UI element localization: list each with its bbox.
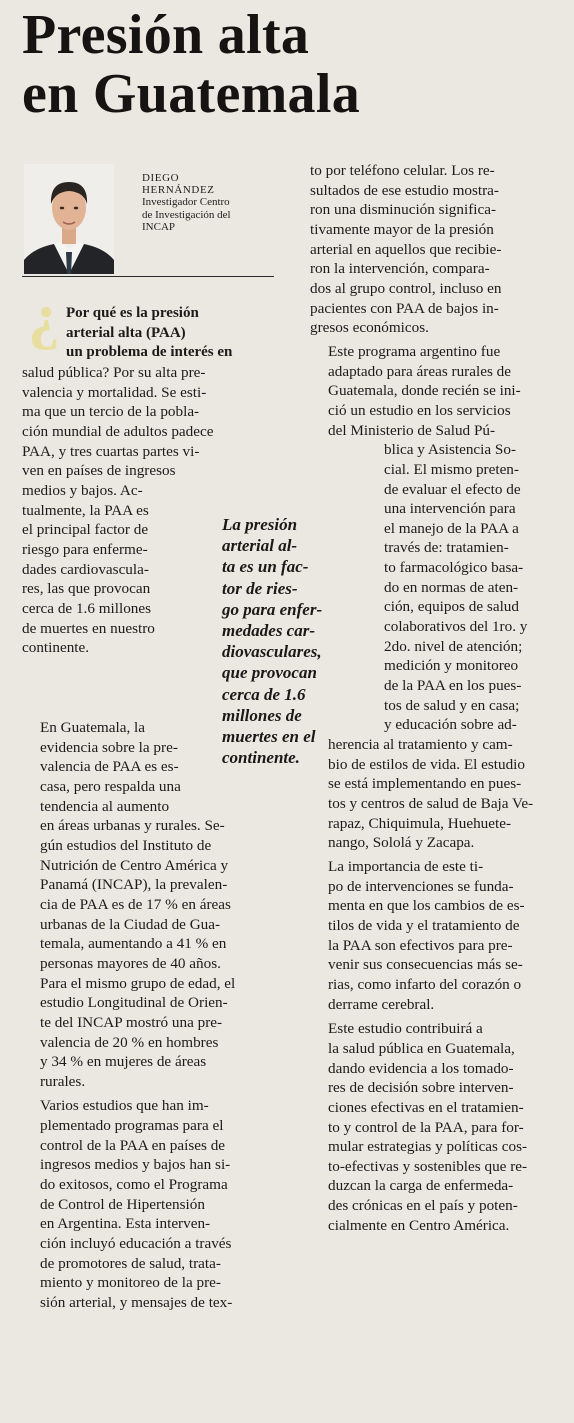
- paragraph: [22, 718, 276, 1091]
- text-line: sión arterial, y mensajes de tex-: [40, 1294, 233, 1312]
- text-line: de promotores de salud, trata-: [40, 1254, 221, 1272]
- text-line: venir sus consecuencias más se-: [328, 956, 523, 974]
- text-line: cial. El mismo preten-: [384, 460, 519, 478]
- text-line: ven en países de ingresos: [22, 462, 176, 480]
- text-line: tendencia al aumento: [40, 797, 170, 815]
- text-line: duzcan la carga de enfermeda-: [328, 1177, 514, 1195]
- text-line: de la PAA en los pues-: [384, 677, 522, 695]
- pull-quote-line: muertes en el: [222, 727, 316, 747]
- title-line: Presión alta: [22, 4, 310, 66]
- text-line: gresos económicos.: [310, 319, 429, 337]
- text-line: valencia y mortalidad. Se esti-: [22, 383, 207, 401]
- text-line: dando evidencia a los tomado-: [328, 1059, 514, 1077]
- drop-question-mark: ¿: [28, 280, 60, 351]
- text-line: Este programa argentino fue: [328, 342, 501, 360]
- text-line: del Ministerio de Salud Pú-: [328, 421, 496, 439]
- pull-quote-line: millones de: [222, 705, 302, 725]
- paragraph: [310, 342, 564, 853]
- text-line: se está implementando en pues-: [328, 775, 522, 793]
- text-line: rurales.: [40, 1072, 86, 1090]
- text-line: res, las que provocan: [22, 580, 151, 598]
- pull-quote-line: La presión: [222, 515, 298, 534]
- author-name: DIEGO: [142, 172, 180, 184]
- text-line: te del INCAP mostró una pre-: [40, 1013, 223, 1031]
- text-line: ción mundial de adultos padece: [22, 422, 214, 440]
- paragraph: [310, 161, 564, 338]
- pull-quote-line: cerca de 1.6: [222, 684, 306, 704]
- pull-quote-line: diovasculares,: [222, 642, 322, 662]
- author-byline: [142, 172, 272, 233]
- text-line: dades cardiovascula-: [22, 560, 149, 578]
- text-line: ción, equipos de salud: [384, 598, 519, 616]
- article-title: [22, 6, 562, 124]
- text-line: do exitosos, como el Programa: [40, 1176, 228, 1194]
- text-line: control de la PAA en países de: [40, 1136, 226, 1154]
- text-line: mular estrategias y políticas cos-: [328, 1138, 528, 1156]
- text-line: riesgo para enferme-: [22, 540, 148, 558]
- text-line: estudio Longitudinal de Orien-: [40, 994, 228, 1012]
- text-line: salud pública? Por su alta pre-: [22, 364, 206, 381]
- text-line: En Guatemala, la: [40, 719, 145, 736]
- text-line: blica y Asistencia So-: [384, 441, 517, 459]
- text-line: sultados de ese estudio mostra-: [310, 181, 499, 199]
- text-line: tilos de vida y el tratamiento de: [328, 916, 520, 934]
- pull-quote-line: medades car-: [222, 621, 316, 641]
- text-line: y educación sobre ad-: [384, 716, 517, 734]
- text-line: de Control de Hipertensión: [40, 1195, 205, 1213]
- text-line: Este estudio contribuirá a: [328, 1020, 483, 1038]
- text-line: arterial en aquellos que recibie-: [310, 240, 502, 258]
- text-line: ron una disminución significa-: [310, 201, 497, 219]
- author-block: [22, 160, 274, 278]
- text-line: el principal factor de: [22, 521, 149, 539]
- text-line: plementado programas para el: [40, 1117, 224, 1135]
- lede-question: [66, 304, 276, 363]
- pull-quote-line: tor de ries-: [222, 578, 298, 598]
- text-line: to-efectivas y sostenibles que re-: [328, 1157, 528, 1175]
- byline-rule: [22, 276, 274, 277]
- text-line: to y control de la PAA, para for-: [328, 1118, 524, 1136]
- text-line: PAA, y tres cuartas partes vi-: [22, 442, 200, 460]
- author-role: Investigador Centro: [142, 196, 230, 209]
- text-line: un problema de interés en: [66, 344, 233, 361]
- text-line: Para el mismo grupo de edad, el: [40, 974, 236, 992]
- paragraph: [310, 1019, 564, 1235]
- text-line: po de intervenciones se funda-: [328, 877, 514, 895]
- author-photo: [24, 164, 114, 274]
- text-line: continente.: [22, 639, 90, 657]
- text-line: través de: tratamien-: [384, 539, 509, 557]
- text-line: miento y monitoreo de la pre-: [40, 1274, 221, 1292]
- text-line: y 34 % en mujeres de áreas: [40, 1053, 207, 1071]
- text-line: evidencia sobre la pre-: [40, 738, 178, 756]
- author-role: de Investigación del: [142, 208, 231, 221]
- pull-quote-line: arterial al-: [222, 536, 298, 556]
- paragraph: [310, 857, 564, 1014]
- text-line: tos de salud y en casa;: [384, 696, 520, 714]
- author-role: INCAP: [142, 220, 176, 233]
- text-line: Por qué es la presión: [66, 305, 199, 321]
- text-line: bio de estilos de vida. El estudio: [328, 755, 525, 773]
- text-line: la PAA son efectivos para pre-: [328, 936, 513, 954]
- pull-quote-line: go para enfer-: [222, 599, 323, 619]
- text-line: una intervención para: [384, 500, 516, 518]
- text-line: valencia de 20 % en hombres: [40, 1033, 219, 1051]
- text-line: tivamente mayor de la presión: [310, 220, 494, 238]
- text-line: Varios estudios que han im-: [40, 1097, 209, 1115]
- text-line: la salud pública en Guatemala,: [328, 1039, 515, 1057]
- text-line: medios y bajos. Ac-: [22, 481, 143, 499]
- text-line: pacientes con PAA de bajos in-: [310, 299, 499, 317]
- text-line: medición y monitoreo: [384, 657, 519, 675]
- left-column: [22, 718, 276, 1313]
- text-line: ma que un tercio de la pobla-: [22, 403, 200, 421]
- pull-quote-line: que provocan: [222, 663, 317, 683]
- text-line: ingresos medios y bajos han si-: [40, 1156, 231, 1174]
- right-column: [310, 161, 564, 1235]
- text-line: rias, como infarto del corazón o: [328, 975, 522, 993]
- text-line: en Argentina. Esta interven-: [40, 1215, 211, 1233]
- text-line: dos al grupo control, incluso en: [310, 279, 502, 297]
- text-line: ron la intervención, compara-: [310, 260, 490, 278]
- text-line: des crónicas en el país y poten-: [328, 1197, 518, 1215]
- text-line: gún estudios del Instituto de: [40, 836, 212, 854]
- text-line: rapaz, Chiquimula, Huehuete-: [328, 814, 512, 832]
- text-line: tos y centros de salud de Baja Ve-: [328, 795, 534, 812]
- text-line: urbanas de la Ciudad de Gua-: [40, 915, 221, 933]
- text-line: Panamá (INCAP), la prevalen-: [40, 876, 228, 894]
- text-line: ción incluyó educación a través: [40, 1235, 232, 1253]
- text-line: casa, pero respalda una: [40, 777, 181, 795]
- text-line: herencia al tratamiento y cam-: [328, 736, 513, 754]
- author-name: HERNÁNDEZ: [142, 184, 215, 197]
- text-line: derrame cerebral.: [328, 995, 435, 1013]
- text-line: cerca de 1.6 millones: [22, 599, 152, 617]
- text-line: cialmente en Centro América.: [328, 1216, 510, 1234]
- paragraph: [22, 1096, 276, 1312]
- text-line: adaptado para áreas rurales de: [328, 362, 511, 380]
- text-line: to farmacológico basa-: [384, 559, 524, 577]
- text-line: personas mayores de 40 años.: [40, 954, 221, 972]
- text-line: colaborativos del 1ro. y: [384, 618, 528, 636]
- text-line: nango, Sololá y Zacapa.: [328, 834, 475, 852]
- text-line: ciones efectivas en el tratamien-: [328, 1098, 524, 1116]
- text-line: res de decisión sobre interven-: [328, 1079, 514, 1097]
- pull-quote-line: ta es un fac-: [222, 557, 309, 577]
- text-line: cia de PAA es de 17 % en áreas: [40, 895, 231, 913]
- text-line: ció un estudio en los servicios: [328, 401, 511, 419]
- text-line: do en normas de aten-: [384, 578, 519, 596]
- text-line: to por teléfono celular. Los re-: [310, 162, 495, 179]
- text-line: valencia de PAA es es-: [40, 758, 179, 776]
- text-line: temala, aumentando a 41 % en: [40, 935, 227, 953]
- text-line: La importancia de este ti-: [328, 857, 484, 875]
- title-line: en Guatemala: [22, 63, 361, 125]
- text-line: tualmente, la PAA es: [22, 501, 149, 519]
- text-line: menta en que los cambios de es-: [328, 897, 525, 915]
- text-line: en áreas urbanas y rurales. Se-: [40, 817, 225, 835]
- text-line: arterial alta (PAA): [66, 324, 186, 341]
- text-line: 2do. nivel de atención;: [384, 637, 523, 655]
- text-line: Nutrición de Centro América y: [40, 856, 229, 874]
- text-line: el manejo de la PAA a: [384, 519, 519, 537]
- pull-quote-line: continente.: [222, 748, 300, 768]
- text-line: Guatemala, donde recién se ini-: [328, 382, 521, 400]
- text-line: de evaluar el efecto de: [384, 480, 521, 498]
- text-line: de muertes en nuestro: [22, 619, 155, 637]
